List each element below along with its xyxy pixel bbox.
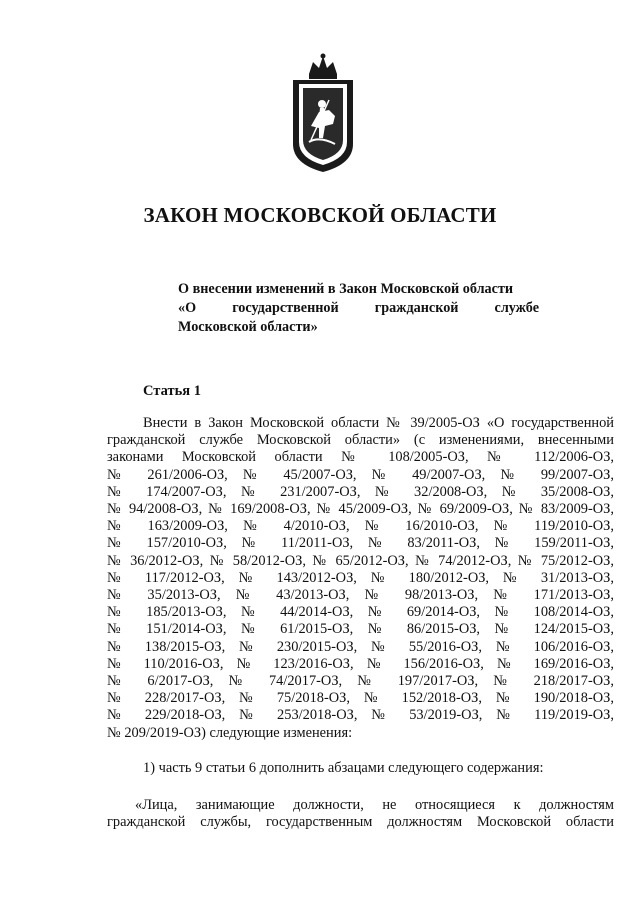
body-line: № 94/2008-ОЗ, № 169/2008-ОЗ, № 45/2009-ОЗ, № 69/2009-ОЗ, № 83/2009-ОЗ, — [107, 501, 614, 518]
body-line: № 35/2013-ОЗ, № 43/2013-ОЗ, № 98/2013-ОЗ, № 171/2013-ОЗ, — [107, 587, 614, 604]
moscow-oblast-coat-of-arms-icon — [289, 52, 357, 174]
body-line: № 6/2017-ОЗ, № 74/2017-ОЗ, № 197/2017-ОЗ, № 218/2017-ОЗ, — [107, 673, 614, 690]
quoted-text — [107, 797, 614, 831]
body-line: № 209/2019-ОЗ) следующие изменения: — [107, 724, 353, 741]
law-title: ЗАКОН МОСКОВСКОЙ ОБЛАСТИ — [143, 203, 497, 227]
body-line: № 163/2009-ОЗ, № 4/2010-ОЗ, № 16/2010-ОЗ, № 119/2010-ОЗ, — [107, 518, 614, 535]
body-line: законами Московской области № 108/2005-ОЗ, № 112/2006-ОЗ, — [107, 449, 614, 466]
quote-line: «Лица, занимающие должности, не относящиеся к должностям — [135, 797, 614, 813]
subject-line: О внесении изменений в Закон Московской области — [178, 281, 514, 297]
article-heading: Статья 1 — [143, 383, 201, 399]
article-body — [107, 415, 614, 742]
amendment-item: 1) часть 9 статьи 6 дополнить абзацами следующего содержания: — [143, 760, 544, 776]
body-line: Внести в Закон Московской области № 39/2005-ОЗ «О государственной — [143, 415, 614, 431]
body-line: № 110/2016-ОЗ, № 123/2016-ОЗ, № 156/2016-ОЗ, № 169/2016-ОЗ, — [107, 655, 614, 672]
body-line: № 151/2014-ОЗ, № 61/2015-ОЗ, № 86/2015-ОЗ, № 124/2015-ОЗ, — [107, 621, 614, 638]
body-line: № 185/2013-ОЗ, № 44/2014-ОЗ, № 69/2014-ОЗ, № 108/2014-ОЗ, — [107, 604, 614, 621]
quote-line: гражданской службы, государственным должностям Московской области — [107, 814, 614, 831]
subject-line: Московской области» — [178, 319, 318, 335]
law-subject — [178, 280, 539, 337]
body-line: № 157/2010-ОЗ, № 11/2011-ОЗ, № 83/2011-ОЗ, № 159/2011-ОЗ, — [107, 535, 614, 552]
body-line: № 174/2007-ОЗ, № 231/2007-ОЗ, № 32/2008-ОЗ, № 35/2008-ОЗ, — [107, 483, 614, 500]
body-line: № 261/2006-ОЗ, № 45/2007-ОЗ, № 49/2007-ОЗ, № 99/2007-ОЗ, — [107, 466, 614, 483]
body-line: № 229/2018-ОЗ, № 253/2018-ОЗ, № 53/2019-ОЗ, № 119/2019-ОЗ, — [107, 707, 614, 724]
body-line: № 138/2015-ОЗ, № 230/2015-ОЗ, № 55/2016-ОЗ, № 106/2016-ОЗ, — [107, 638, 614, 655]
body-line: гражданской службе Московской области» (с изменениями, внесенными — [107, 432, 614, 449]
body-line: № 228/2017-ОЗ, № 75/2018-ОЗ, № 152/2018-ОЗ, № 190/2018-ОЗ, — [107, 690, 614, 707]
subject-line: «О государственной гражданской службе — [178, 300, 539, 316]
body-line: № 117/2012-ОЗ, № 143/2012-ОЗ, № 180/2012-ОЗ, № 31/2013-ОЗ, — [107, 569, 614, 586]
body-line: № 36/2012-ОЗ, № 58/2012-ОЗ, № 65/2012-ОЗ, № 74/2012-ОЗ, № 75/2012-ОЗ, — [107, 552, 614, 569]
